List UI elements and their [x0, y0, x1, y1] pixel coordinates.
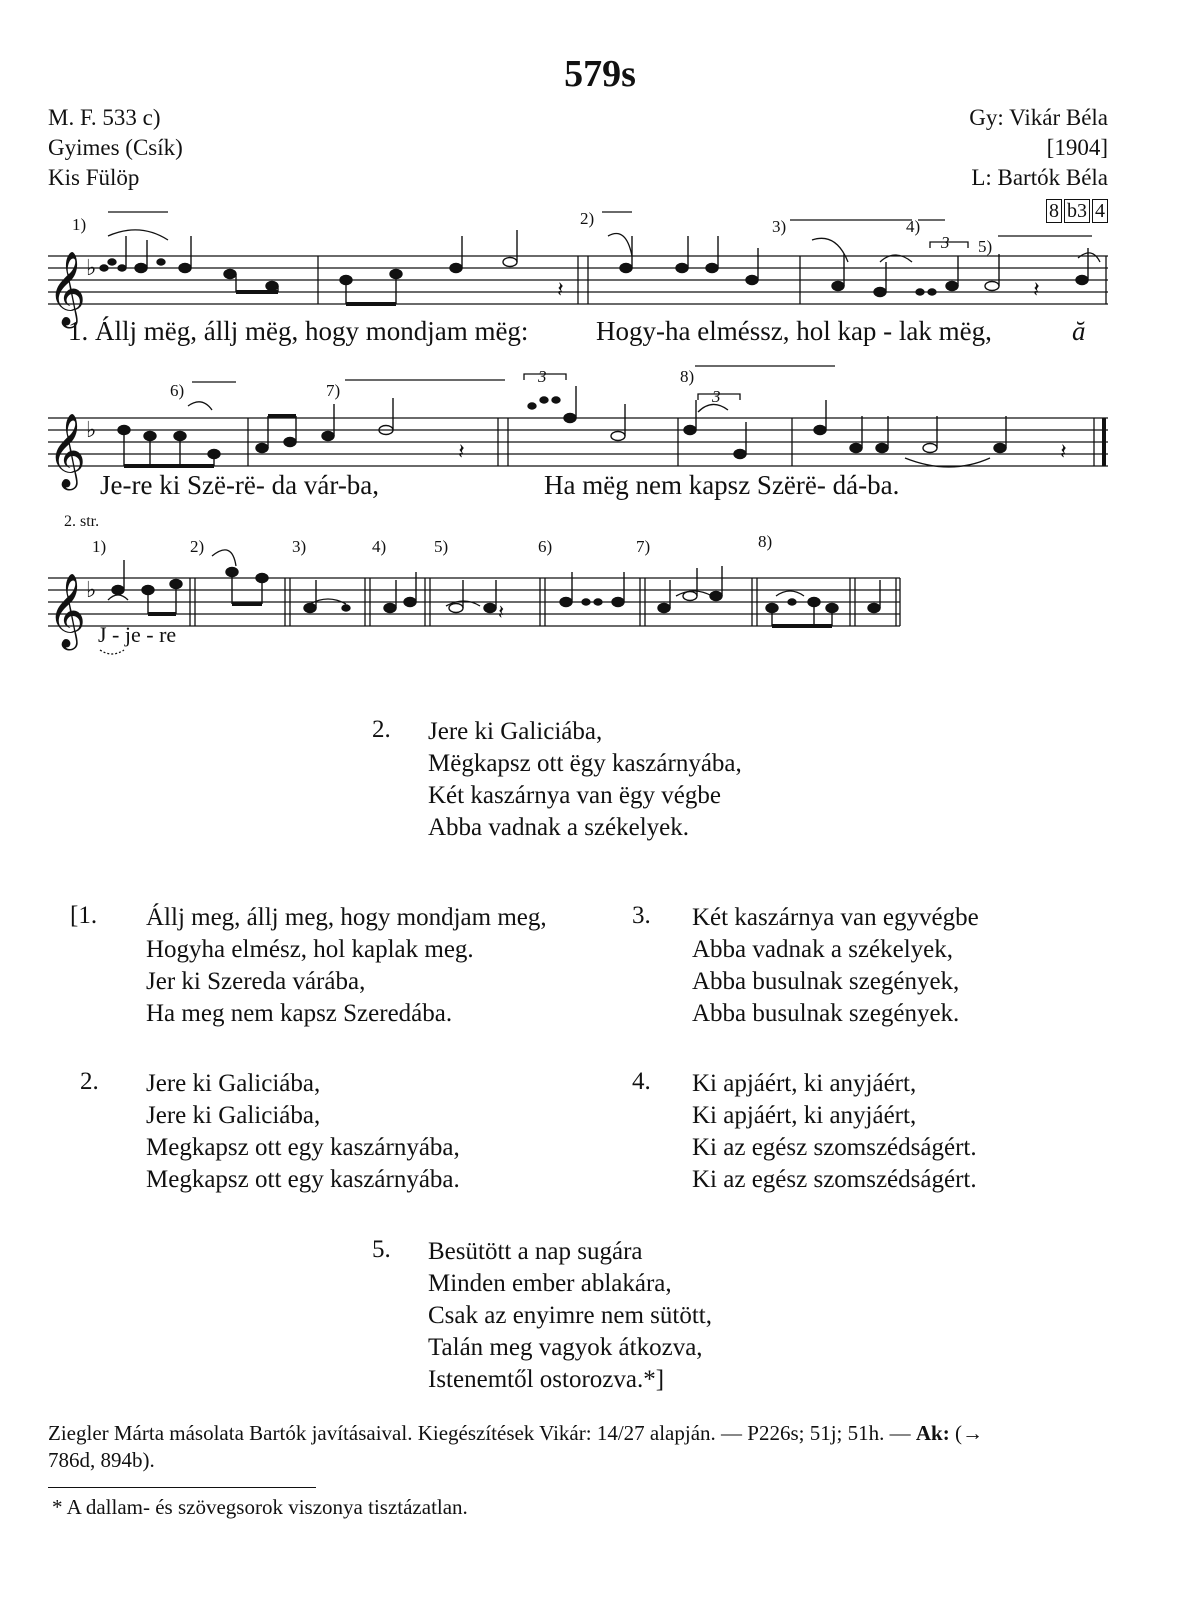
svg-text:2): 2): [580, 209, 595, 228]
svg-text:6): 6): [170, 381, 185, 400]
svg-text:7): 7): [636, 537, 651, 556]
stanza-line: Ki apjáért, ki anyjáért,: [692, 1102, 917, 1129]
flat-icon: ♭: [86, 255, 97, 280]
stanza-line: Két kaszárnya van ëgy végbe: [428, 782, 721, 809]
stanza-last: [428, 1236, 712, 1396]
lyrics-staff-1-part-1: 1. Állj mëg, állj mëg, hogy mondjam mëg:: [68, 316, 529, 346]
stanza-line: Istenemtől ostorozva.*]: [428, 1366, 665, 1393]
stanza-col2-1: [692, 902, 979, 1030]
stanza-col1-1: [146, 902, 547, 1030]
transcriber: L: Bartók Béla: [971, 165, 1108, 190]
lyrics-staff-2-part-1: Je-re ki Szë-rë- da vár-ba,: [100, 470, 380, 500]
code-box-2: b3: [1064, 199, 1090, 223]
collector: Gy: Vikár Béla: [969, 105, 1108, 130]
svg-text:7): 7): [326, 381, 341, 400]
stanza-line: Minden ember ablakára,: [428, 1270, 672, 1297]
stanza-line: Csak az enyimre nem sütött,: [428, 1302, 712, 1329]
lyrics-staff-1-part-2: Hogy-ha elméssz, hol kap - lak mëg,: [596, 316, 992, 346]
music-notation: [0, 0, 1200, 700]
source-note-cont: 786d, 894b).: [48, 1448, 155, 1472]
svg-text:1): 1): [72, 215, 87, 234]
stanza-line: Két kaszárnya van egyvégbe: [692, 904, 979, 931]
location: Gyimes (Csík): [48, 135, 183, 160]
lyrics-staff-1-part-3: ă: [1072, 316, 1086, 346]
stanza-line: Ki apjáért, ki anyjáért,: [692, 1070, 917, 1097]
stanza-number: 2.: [80, 1068, 99, 1095]
stanza-line: Jere ki Galiciába,: [428, 718, 603, 745]
svg-text:4): 4): [906, 217, 921, 236]
footnote-divider: [48, 1487, 316, 1488]
stanza-line: Jere ki Galiciába,: [146, 1070, 321, 1097]
lyrics-staff-2-part-2: Ha mëg nem kapsz Szërë- dá-ba.: [544, 470, 900, 500]
rest-icon: 𝄽: [458, 439, 465, 464]
stanza-line: Abba vadnak a székelyek.: [428, 814, 689, 841]
lyrics-staff-3: J - je - re: [98, 622, 177, 647]
stanza-line: Állj meg, állj meg, hogy mondjam meg,: [146, 904, 547, 931]
stanza-line: Abba busulnak szegények,: [692, 968, 960, 995]
collection-id: M. F. 533 c): [48, 105, 161, 130]
stanza-line: Jere ki Galiciába,: [146, 1102, 321, 1129]
code-box-1: 8: [1046, 199, 1062, 223]
stanza-number: 5.: [372, 1236, 391, 1263]
svg-text:5): 5): [434, 537, 449, 556]
stanza-col1-2: [146, 1068, 460, 1196]
stanza-line: Abba busulnak szegények.: [692, 1000, 960, 1027]
flat-icon: ♭: [86, 577, 97, 602]
collection-year: [1904]: [1046, 135, 1108, 160]
source-note-ref: (→: [954, 1421, 983, 1445]
source-note-text: Ziegler Márta másolata Bartók javításaival. Kiegészítések Vikár: 14/27 alapján. — P226s; 51j; 51h. —: [48, 1421, 911, 1445]
stanza-number: 4.: [632, 1068, 651, 1095]
svg-text:3): 3): [292, 537, 307, 556]
stanza-line: Ki az egész szomszédságért.: [692, 1166, 977, 1193]
rest-icon: 𝄽: [498, 602, 505, 624]
svg-text:8): 8): [758, 532, 773, 551]
stanza-line: Megkapsz ott egy kaszárnyába.: [146, 1166, 460, 1193]
source-note-bold: Ak:: [915, 1421, 950, 1445]
treble-clef-icon: 𝄞: [48, 253, 86, 324]
stanza-line: Jer ki Szereda várába,: [146, 968, 366, 995]
code-box-3: 4: [1092, 199, 1108, 223]
svg-text:6): 6): [538, 537, 553, 556]
svg-text:3: 3: [712, 387, 721, 406]
svg-text:4): 4): [372, 537, 387, 556]
stanza-number: [1.: [70, 902, 98, 929]
svg-text:1): 1): [92, 537, 107, 556]
treble-clef-icon: 𝄞: [48, 415, 86, 486]
stanza-line: Talán meg vagyok átkozva,: [428, 1334, 703, 1361]
treble-clef-icon: 𝄞: [48, 575, 86, 646]
svg-text:3): 3): [772, 217, 787, 236]
source-note: [48, 1420, 1128, 1474]
svg-text:3: 3: [941, 233, 950, 252]
svg-text:5): 5): [978, 237, 993, 256]
flat-icon: ♭: [86, 417, 97, 442]
staff-1: [48, 256, 1108, 304]
footnote: * A dallam- és szövegsorok viszonya tisztázatlan.: [52, 1495, 468, 1519]
rest-icon: 𝄽: [1033, 277, 1040, 302]
stanza-line: Besütött a nap sugára: [428, 1238, 643, 1265]
stanza-line: Ha meg nem kapsz Szeredába.: [146, 1000, 453, 1027]
staff-3-label: 2. str.: [64, 513, 100, 530]
stanza-number: 3.: [632, 902, 651, 929]
stanza-line: Ki az egész szomszédságért.: [692, 1134, 977, 1161]
stanza-col2-2: [692, 1068, 977, 1196]
rest-icon: 𝄽: [1060, 439, 1067, 464]
svg-text:3: 3: [538, 367, 547, 386]
stanza-line: Megkapsz ott egy kaszárnyába,: [146, 1134, 460, 1161]
page-number: 579s: [564, 53, 636, 95]
stanza-line: Hogyha elmész, hol kaplak meg.: [146, 936, 474, 963]
staff-2: [48, 418, 1108, 466]
rest-icon: 𝄽: [557, 277, 564, 302]
stanza-number: 2.: [372, 716, 391, 743]
performer: Kis Fülöp: [48, 165, 140, 190]
svg-text:8): 8): [680, 367, 695, 386]
stanza-line: Mëgkapsz ott ëgy kaszárnyába,: [428, 750, 742, 777]
stanza-line: Abba vadnak a székelyek,: [692, 936, 953, 963]
svg-text:2): 2): [190, 537, 205, 556]
